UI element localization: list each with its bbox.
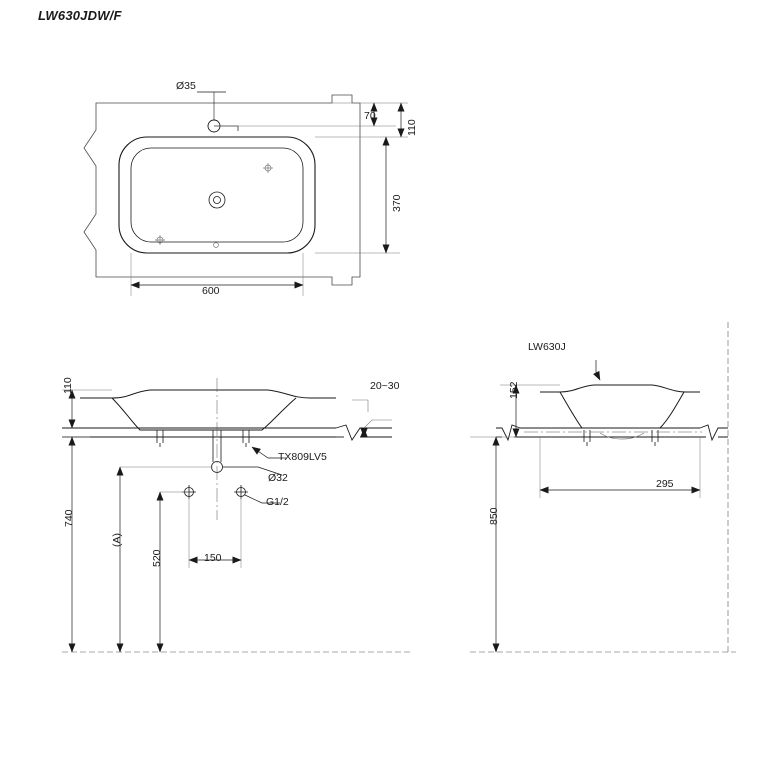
dim-label-152: 152 [508, 381, 520, 399]
dim-label-dia35: Ø35 [176, 80, 196, 92]
part-label-tx809lv5: TX809LV5 [278, 451, 327, 463]
dim-label-740: 740 [63, 509, 75, 527]
dim-label-g12: G1/2 [266, 496, 289, 508]
dim-label-70: 70 [364, 110, 376, 122]
front-view-geometry [62, 378, 412, 652]
side-view-geometry [470, 322, 736, 652]
dim-label-dia32: Ø32 [268, 472, 288, 484]
side-view-dimensions [470, 360, 700, 652]
dim-label-ref-a: (A) [111, 533, 123, 547]
dim-label-295: 295 [656, 478, 674, 490]
dim-label-20-30: 20~30 [370, 380, 400, 392]
front-view-dimensions [62, 390, 392, 652]
dim-label-600: 600 [202, 285, 220, 297]
dim-label-370: 370 [391, 194, 403, 212]
dim-label-850: 850 [488, 507, 500, 525]
dim-label-110-top: 110 [406, 119, 418, 136]
dim-label-150: 150 [204, 552, 222, 564]
dim-label-110-front: 110 [62, 377, 74, 394]
page-title: LW630JDW/F [38, 8, 122, 23]
top-view-geometry [84, 95, 360, 285]
dim-label-520: 520 [151, 549, 163, 567]
top-view-dimensions [131, 92, 408, 296]
model-label-lw630j: LW630J [528, 341, 566, 353]
